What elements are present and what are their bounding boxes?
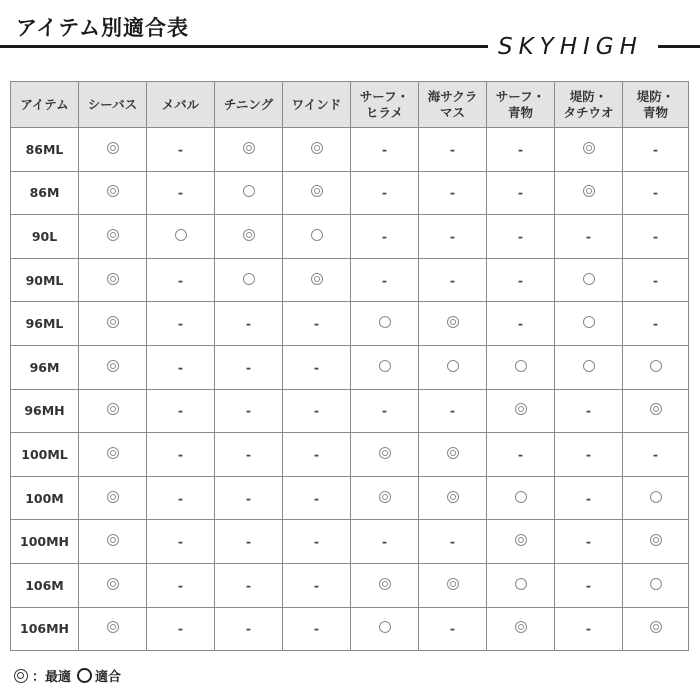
not-applicable-dash: -	[419, 389, 487, 433]
table-row	[11, 128, 689, 172]
fit-icon	[555, 302, 623, 346]
best-fit-icon	[419, 476, 487, 520]
not-applicable-dash: -	[419, 520, 487, 564]
not-applicable-dash: -	[147, 607, 215, 651]
best-fit-icon	[351, 476, 419, 520]
column-header: アイテム	[11, 82, 79, 128]
best-fit-icon	[487, 520, 555, 564]
item-name: 96MH	[11, 389, 79, 433]
not-applicable-dash: -	[147, 389, 215, 433]
best-fit-icon	[79, 215, 147, 259]
not-applicable-dash: -	[351, 389, 419, 433]
not-applicable-dash: -	[147, 302, 215, 346]
not-applicable-dash: -	[351, 128, 419, 172]
best-fit-icon	[351, 563, 419, 607]
not-applicable-dash: -	[623, 433, 689, 477]
compatibility-table	[10, 81, 689, 651]
fit-icon	[147, 215, 215, 259]
legend-best-label: ：最適	[32, 670, 72, 685]
not-applicable-dash: -	[623, 302, 689, 346]
fit-icon	[283, 215, 351, 259]
item-name: 106M	[11, 563, 79, 607]
best-fit-icon	[283, 171, 351, 215]
not-applicable-dash: -	[623, 171, 689, 215]
best-symbol-icon	[14, 669, 28, 683]
fit-icon	[555, 258, 623, 302]
column-header: 堤防・ タチウオ	[555, 82, 623, 128]
not-applicable-dash: -	[283, 520, 351, 564]
best-fit-icon	[79, 520, 147, 564]
not-applicable-dash: -	[283, 433, 351, 477]
best-fit-icon	[623, 389, 689, 433]
table-row	[11, 258, 689, 302]
fit-icon	[487, 476, 555, 520]
best-fit-icon	[79, 563, 147, 607]
compatibility-table-wrapper	[10, 81, 689, 651]
not-applicable-dash: -	[555, 607, 623, 651]
not-applicable-dash: -	[623, 128, 689, 172]
not-applicable-dash: -	[351, 520, 419, 564]
not-applicable-dash: -	[283, 607, 351, 651]
not-applicable-dash: -	[487, 215, 555, 259]
not-applicable-dash: -	[147, 520, 215, 564]
fit-icon	[623, 345, 689, 389]
not-applicable-dash: -	[283, 563, 351, 607]
not-applicable-dash: -	[555, 389, 623, 433]
best-fit-icon	[487, 389, 555, 433]
best-fit-icon	[79, 607, 147, 651]
table-row	[11, 389, 689, 433]
not-applicable-dash: -	[147, 128, 215, 172]
best-fit-icon	[215, 215, 283, 259]
best-fit-icon	[555, 171, 623, 215]
title-underline	[0, 45, 488, 48]
table-row	[11, 520, 689, 564]
fit-icon	[623, 563, 689, 607]
table-row	[11, 171, 689, 215]
not-applicable-dash: -	[215, 607, 283, 651]
table-row	[11, 433, 689, 477]
not-applicable-dash: -	[419, 607, 487, 651]
best-fit-icon	[79, 128, 147, 172]
not-applicable-dash: -	[147, 345, 215, 389]
not-applicable-dash: -	[283, 302, 351, 346]
not-applicable-dash: -	[419, 258, 487, 302]
not-applicable-dash: -	[147, 433, 215, 477]
best-fit-icon	[215, 128, 283, 172]
legend-fit-label: 適合	[95, 670, 122, 685]
column-header: 堤防・ 青物	[623, 82, 689, 128]
table-row	[11, 215, 689, 259]
not-applicable-dash: -	[215, 345, 283, 389]
item-name: 90ML	[11, 258, 79, 302]
not-applicable-dash: -	[555, 215, 623, 259]
item-name: 96ML	[11, 302, 79, 346]
item-name: 96M	[11, 345, 79, 389]
not-applicable-dash: -	[283, 476, 351, 520]
column-header: 海サクラ マス	[419, 82, 487, 128]
not-applicable-dash: -	[351, 258, 419, 302]
best-fit-icon	[283, 258, 351, 302]
column-header: サーフ・ ヒラメ	[351, 82, 419, 128]
not-applicable-dash: -	[215, 433, 283, 477]
not-applicable-dash: -	[283, 345, 351, 389]
column-header: シーバス	[79, 82, 147, 128]
column-header: チニング	[215, 82, 283, 128]
table-row	[11, 302, 689, 346]
fit-icon	[351, 607, 419, 651]
not-applicable-dash: -	[419, 171, 487, 215]
table-row	[11, 607, 689, 651]
column-header: ワインド	[283, 82, 351, 128]
best-fit-icon	[487, 607, 555, 651]
not-applicable-dash: -	[215, 302, 283, 346]
fit-icon	[487, 345, 555, 389]
best-fit-icon	[555, 128, 623, 172]
not-applicable-dash: -	[487, 171, 555, 215]
not-applicable-dash: -	[623, 258, 689, 302]
table-row	[11, 476, 689, 520]
best-fit-icon	[79, 345, 147, 389]
not-applicable-dash: -	[419, 215, 487, 259]
not-applicable-dash: -	[419, 128, 487, 172]
best-fit-icon	[623, 520, 689, 564]
fit-icon	[351, 302, 419, 346]
not-applicable-dash: -	[487, 258, 555, 302]
best-fit-icon	[623, 607, 689, 651]
not-applicable-dash: -	[147, 258, 215, 302]
best-fit-icon	[419, 302, 487, 346]
not-applicable-dash: -	[487, 128, 555, 172]
not-applicable-dash: -	[555, 520, 623, 564]
best-fit-icon	[79, 476, 147, 520]
legend	[14, 666, 121, 685]
fit-icon	[351, 345, 419, 389]
not-applicable-dash: -	[487, 433, 555, 477]
not-applicable-dash: -	[147, 476, 215, 520]
fit-icon	[215, 171, 283, 215]
item-name: 100M	[11, 476, 79, 520]
fit-icon	[215, 258, 283, 302]
not-applicable-dash: -	[283, 389, 351, 433]
best-fit-icon	[79, 302, 147, 346]
not-applicable-dash: -	[555, 476, 623, 520]
not-applicable-dash: -	[147, 563, 215, 607]
fit-icon	[555, 345, 623, 389]
not-applicable-dash: -	[147, 171, 215, 215]
fit-icon	[487, 563, 555, 607]
best-fit-icon	[419, 433, 487, 477]
item-name: 100ML	[11, 433, 79, 477]
not-applicable-dash: -	[555, 563, 623, 607]
not-applicable-dash: -	[351, 215, 419, 259]
item-name: 86ML	[11, 128, 79, 172]
brand-rule	[658, 45, 700, 48]
fit-symbol-icon	[77, 668, 92, 683]
not-applicable-dash: -	[555, 433, 623, 477]
not-applicable-dash: -	[215, 389, 283, 433]
item-name: 106MH	[11, 607, 79, 651]
not-applicable-dash: -	[215, 520, 283, 564]
not-applicable-dash: -	[215, 476, 283, 520]
not-applicable-dash: -	[487, 302, 555, 346]
column-header: サーフ・ 青物	[487, 82, 555, 128]
item-name: 100MH	[11, 520, 79, 564]
best-fit-icon	[79, 389, 147, 433]
item-name: 90L	[11, 215, 79, 259]
not-applicable-dash: -	[351, 171, 419, 215]
fit-icon	[419, 345, 487, 389]
brand-logo: SKYHIGH	[498, 34, 643, 60]
best-fit-icon	[419, 563, 487, 607]
table-row	[11, 563, 689, 607]
page-title: アイテム別適合表	[16, 16, 190, 40]
table-header-row	[11, 82, 689, 128]
fit-icon	[623, 476, 689, 520]
best-fit-icon	[283, 128, 351, 172]
column-header: メバル	[147, 82, 215, 128]
not-applicable-dash: -	[215, 563, 283, 607]
item-name: 86M	[11, 171, 79, 215]
best-fit-icon	[79, 258, 147, 302]
not-applicable-dash: -	[623, 215, 689, 259]
table-row	[11, 345, 689, 389]
best-fit-icon	[79, 171, 147, 215]
best-fit-icon	[79, 433, 147, 477]
best-fit-icon	[351, 433, 419, 477]
